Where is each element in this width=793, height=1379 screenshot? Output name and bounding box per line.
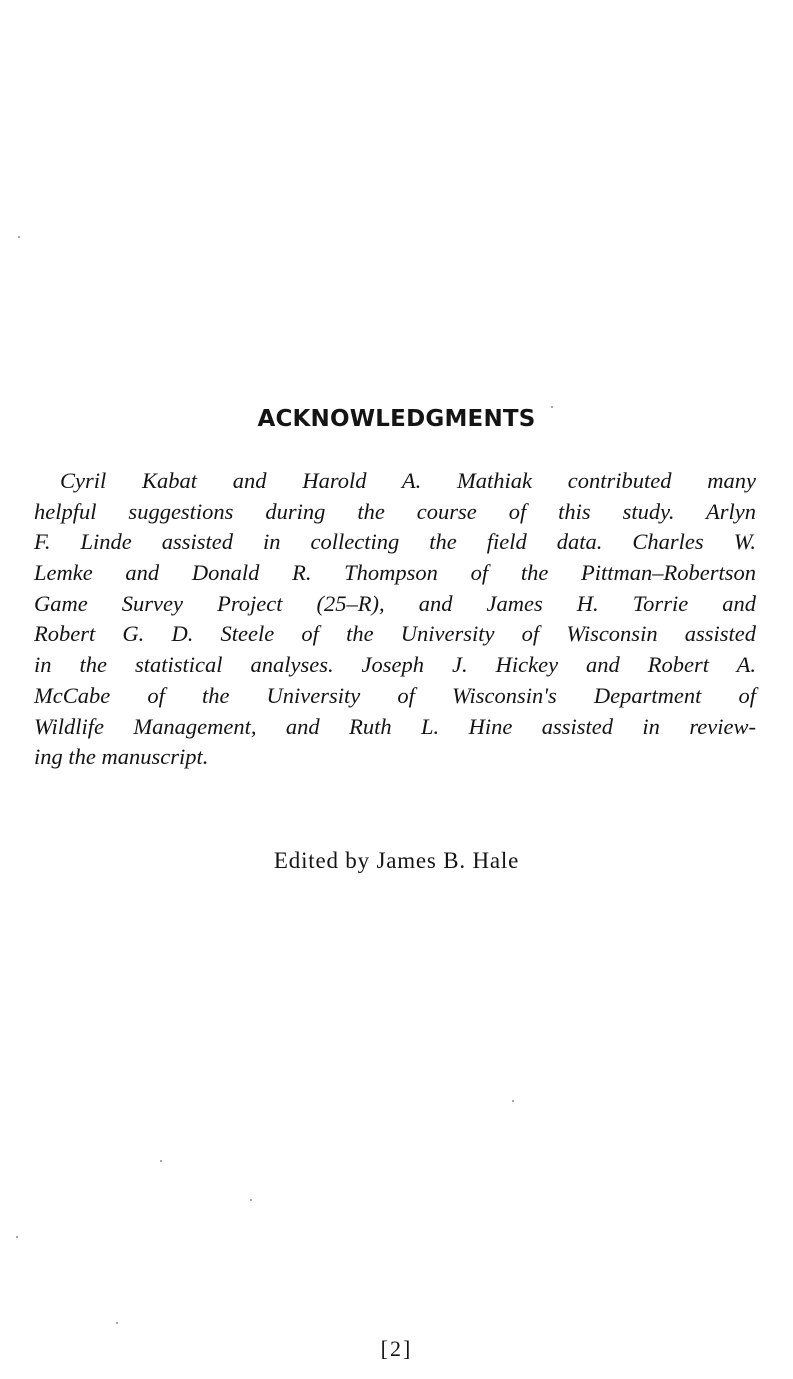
page-number: [2] [380, 1336, 413, 1361]
paragraph-line: ing the manuscript. [34, 744, 209, 770]
paragraph-line: McCabe of the University of Wisconsin's Department of [34, 682, 756, 708]
paper-speck [116, 1322, 118, 1324]
acknowledgments-paragraph [34, 466, 756, 773]
editor-credit: Edited by James B. Hale [273, 848, 520, 873]
paragraph-line: in the statistical analyses. Joseph J. Hickey and Robert A. [34, 652, 756, 678]
paragraph-line: Robert G. D. Steele of the University of Wisconsin assisted [34, 621, 756, 647]
paper-speck [551, 406, 553, 408]
paragraph-line: Game Survey Project (25–R), and James H. Torrie and [34, 590, 756, 616]
paragraph-line: helpful suggestions during the course of this study. Arlyn [34, 498, 756, 524]
paper-speck [512, 1100, 514, 1102]
paragraph-line: Lemke and Donald R. Thompson of the Pittman–Robertson [34, 560, 756, 586]
paper-speck [160, 1160, 162, 1162]
paper-speck [250, 1199, 252, 1201]
paragraph-line: F. Linde assisted in collecting the field data. Charles W. [34, 529, 756, 555]
paragraph-line: Wildlife Management, and Ruth L. Hine assisted in review- [34, 713, 756, 739]
page-heading: ACKNOWLEDGMENTS [257, 406, 536, 432]
paragraph-line: Cyril Kabat and Harold A. Mathiak contributed many [60, 468, 756, 493]
paper-speck [16, 1236, 18, 1238]
paper-speck [18, 236, 20, 238]
